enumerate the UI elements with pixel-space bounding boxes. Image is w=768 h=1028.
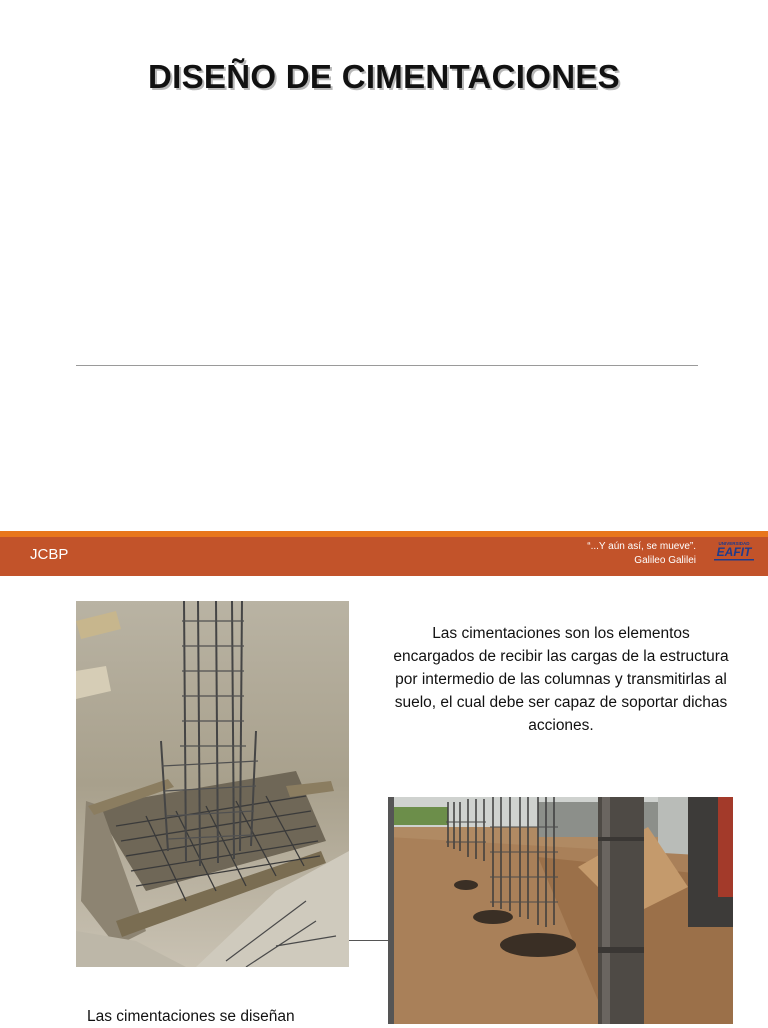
slide-title: DISEÑO DE CIMENTACIONES	[148, 58, 620, 95]
footer-author: JCBP	[30, 546, 69, 563]
divider-line	[76, 365, 698, 366]
connector-line	[349, 940, 388, 941]
piles-construction-photo	[388, 797, 733, 1024]
eafit-logo	[710, 539, 758, 565]
footer-quote	[587, 540, 696, 568]
logo-top-text: UNIVERSIDAD	[718, 541, 750, 546]
second-paragraph: Las cimentaciones se diseñan	[87, 1008, 295, 1025]
intro-paragraph: Las cimentaciones son los elementos encargados de recibir las cargas de la estructura por intermedio de las columnas y transmitirlas al suelo, el cual debe ser capaz de soportar dichas acciones.	[393, 625, 729, 734]
rebar-excavation-photo	[76, 601, 349, 967]
quote-text: “...Y aún así, se mueve”.	[587, 541, 696, 552]
quote-author: Galileo Galilei	[634, 555, 696, 566]
logo-main-text: EAFIT	[716, 545, 752, 559]
